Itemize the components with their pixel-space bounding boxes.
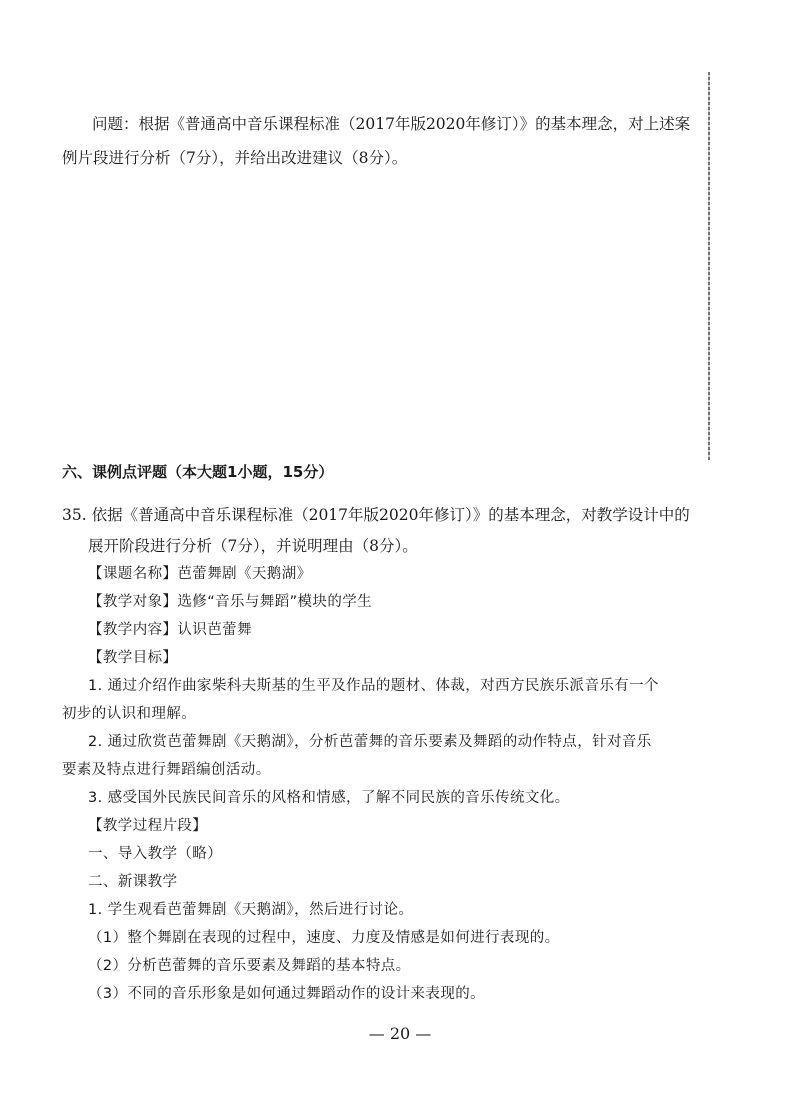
lesson-topic: 【课题名称】芭蕾舞剧《天鹅湖》: [88, 566, 312, 582]
page-number: — 20 —: [368, 1024, 432, 1043]
process-substep-1: 1. 学生观看芭蕾舞剧《天鹅湖》，然后进行讨论。: [88, 902, 414, 918]
process-heading: 【教学过程片段】: [88, 818, 208, 834]
scan-edge-mark: [708, 72, 710, 460]
lesson-target: 【教学对象】选修“音乐与舞蹈”模块的学生: [88, 594, 373, 610]
discussion-item-2: （2）分析芭蕾舞的音乐要素及舞蹈的基本特点。: [88, 958, 411, 974]
question-prompt-line-1: 问题：根据《普通高中音乐课程标准（2017年版2020年修订）》的基本理念，对上述案: [92, 115, 691, 133]
section-heading: 六、课例点评题（本大题1小题，15分）: [62, 463, 334, 481]
goal-1-line-1: 1. 通过介绍作曲家柴科夫斯基的生平及作品的题材、体裁，对西方民族乐派音乐有一个: [88, 678, 659, 694]
process-step-intro: 一、导入教学（略）: [88, 846, 223, 862]
goal-3: 3. 感受国外民族民间音乐的风格和情感，了解不同民族的音乐传统文化。: [88, 790, 570, 806]
question-prompt-line-2: 例片段进行分析（7分），并给出改进建议（8分）。: [62, 149, 408, 167]
process-step-new-lesson: 二、新课教学: [88, 874, 178, 890]
question-35-line-2: 展开阶段进行分析（7分），并说明理由（8分）。: [88, 537, 418, 555]
goal-2-line-2: 要素及特点进行舞蹈编创活动。: [62, 762, 271, 778]
lesson-content: 【教学内容】认识芭蕾舞: [88, 622, 252, 638]
question-35-line-1: 35. 依据《普通高中音乐课程标准（2017年版2020年修订）》的基本理念，对教学设计中的: [62, 506, 690, 524]
discussion-item-1: （1）整个舞剧在表现的过程中，速度、力度及情感是如何进行表现的。: [88, 930, 560, 946]
goal-1-line-2: 初步的认识和理解。: [62, 706, 197, 722]
goals-heading: 【教学目标】: [88, 650, 178, 666]
goal-2-line-1: 2. 通过欣赏芭蕾舞剧《天鹅湖》，分析芭蕾舞的音乐要素及舞蹈的动作特点，针对音乐: [88, 734, 652, 750]
discussion-item-3: （3）不同的音乐形象是如何通过舞蹈动作的设计来表现的。: [88, 986, 486, 1002]
